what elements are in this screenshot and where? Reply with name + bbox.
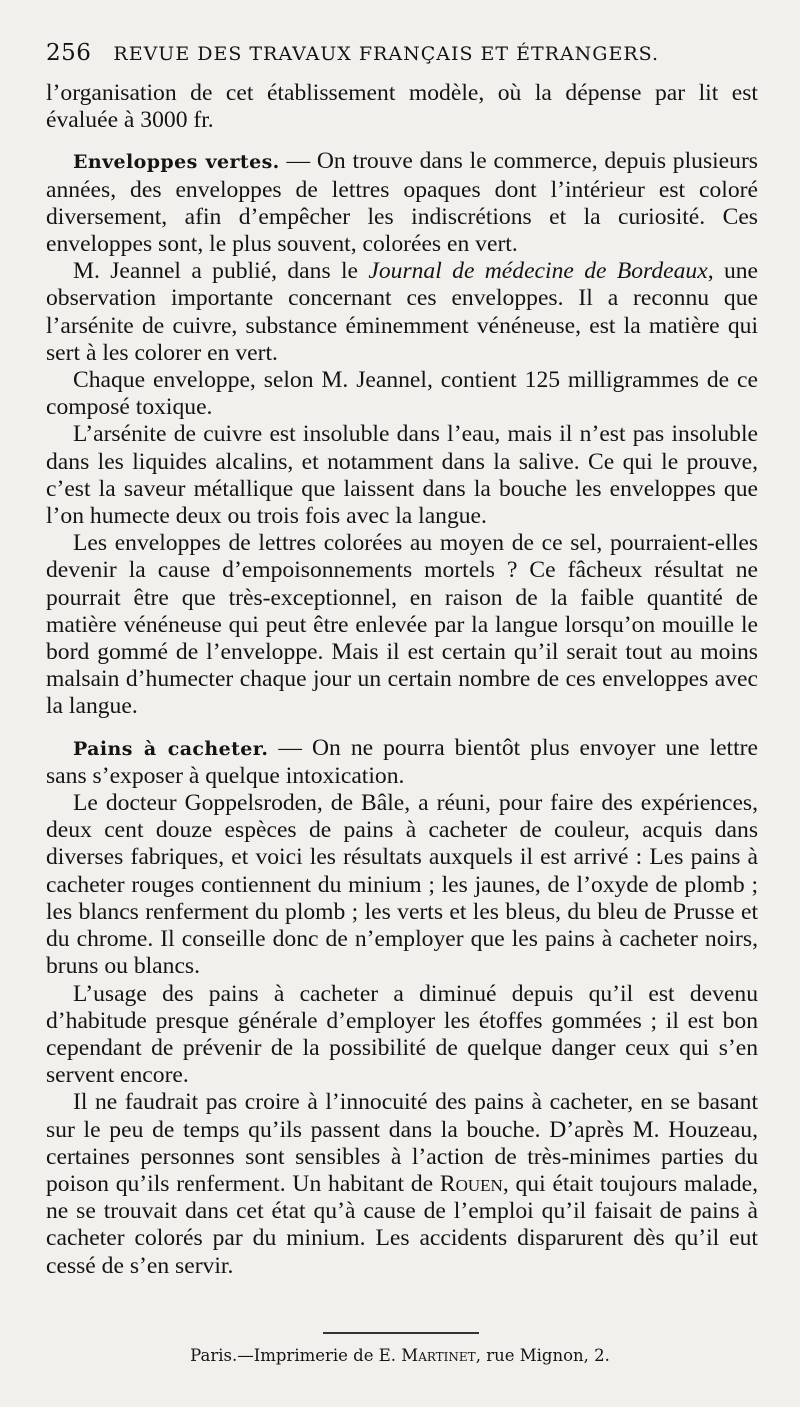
- paragraph: [46, 258, 758, 367]
- printer-name: Martinet: [401, 1346, 476, 1365]
- section-text: — On trouve dans le commerce, depuis plusieurs années, des enveloppes de lettres opaques dont l’intérieur est coloré diversement, afin d’empêcher les indiscrétions et la curiosité. Ces enveloppes sont, le plus souvent, colorées en vert.: [46, 148, 758, 258]
- paragraph: [46, 1089, 758, 1279]
- paragraph: L’arsénite de cuivre est insoluble dans l’eau, mais il n’est pas insoluble dans les liquides alcalins, et notamment dans la salive. Ce qui le prouve, c’est la saveur métallique que laissent dans la bouche les enveloppes que l’on humecte deux ou trois fois avec la langue.: [46, 421, 758, 530]
- place-name: Rouen: [439, 1170, 503, 1197]
- imprint-suffix: , rue Mignon, 2.: [475, 1346, 610, 1365]
- section-pains: [46, 735, 758, 790]
- paragraph-text: , qui était toujours malade, ne se trouvait dans cet état qu’à cause de l’emploi qu’il faisait de pains à cacheter colorés par du minium. Les accidents disparurent dès qu’il eut cessé de s’en servir.: [46, 1170, 758, 1279]
- section-title: Pains à cacheter.: [73, 737, 269, 760]
- paragraph: Les enveloppes de lettres colorées au moyen de ce sel, pourraient-elles devenir la cause d’empoisonnements mortels ? Ce fâcheux résultat ne pourrait être que très-exceptionnel, en raison de la faible quantité de matière vénéneuse qui peut être enlevée par la langue lorsqu’on mouille le bord gommé de l’enveloppe. Mais il est certain qu’il serait tout au moins malsain d’humecter chaque jour un certain nombre de ces enveloppes avec la langue.: [46, 530, 758, 720]
- printer-imprint: [0, 1346, 800, 1365]
- page-header: [46, 40, 758, 66]
- imprint-prefix: Paris.—Imprimerie de E.: [190, 1346, 402, 1365]
- running-title: REVUE DES TRAVAUX FRANÇAIS ET ÉTRANGERS.: [113, 43, 660, 65]
- paragraph: l’organisation de cet établissement modèle, où la dépense par lit est évaluée à 3000 fr.: [46, 80, 758, 134]
- section-enveloppes: [46, 148, 758, 258]
- footer-rule: [323, 1332, 479, 1334]
- paragraph-text: Il ne faudrait pas croire à l’innocuité des pains à cacheter, en se basant sur le peu de temps qu’ils passent dans la bouche. D’après M. Houzeau, certaines personnes sont sensibles à l’action de très-minimes parties du poison qu’ils renferment. Un habitant de: [46, 1089, 758, 1197]
- paragraph: Le docteur Goppelsroden, de Bâle, a réuni, pour faire des expériences, deux cent douze espèces de pains à cacheter de couleur, acquis dans diverses fabriques, et voici les résultats auxquels il est arrivé : Les pains à cacheter rouges contiennent du minium ; les jaunes, de l’oxyde de plomb ; les blancs renferment du plomb ; les verts et les bleus, du bleu de Prusse et du chrome. Il conseille donc de n’employer que les pains à cacheter noirs, bruns ou blancs.: [46, 790, 758, 980]
- paragraph: Chaque enveloppe, selon M. Jeannel, contient 125 milligrammes de ce composé toxique.: [46, 367, 758, 421]
- paragraph-text: , une observation importante concernant ces enveloppes. Il a reconnu que l’arsénite de cuivre, substance éminemment vénéneuse, est la matière qui sert à les colorer en vert.: [46, 258, 759, 366]
- paragraph: L’usage des pains à cacheter a diminué depuis qu’il est devenu d’habitude presque générale d’employer les étoffes gommées ; il est bon cependant de prévenir de la possibilité de quelque danger ceux qui s’en servent encore.: [46, 980, 758, 1089]
- page-number: 256: [46, 40, 92, 66]
- section-title: Enveloppes vertes.: [73, 151, 280, 174]
- journal-title: Journal de médecine de Bordeaux: [368, 258, 708, 285]
- paragraph-text: M. Jeannel a publié, dans le: [73, 258, 369, 285]
- section-text: — On ne pourra bientôt plus envoyer une lettre sans s’exposer à quelque intoxication.: [46, 734, 758, 789]
- page-body: [46, 80, 758, 1280]
